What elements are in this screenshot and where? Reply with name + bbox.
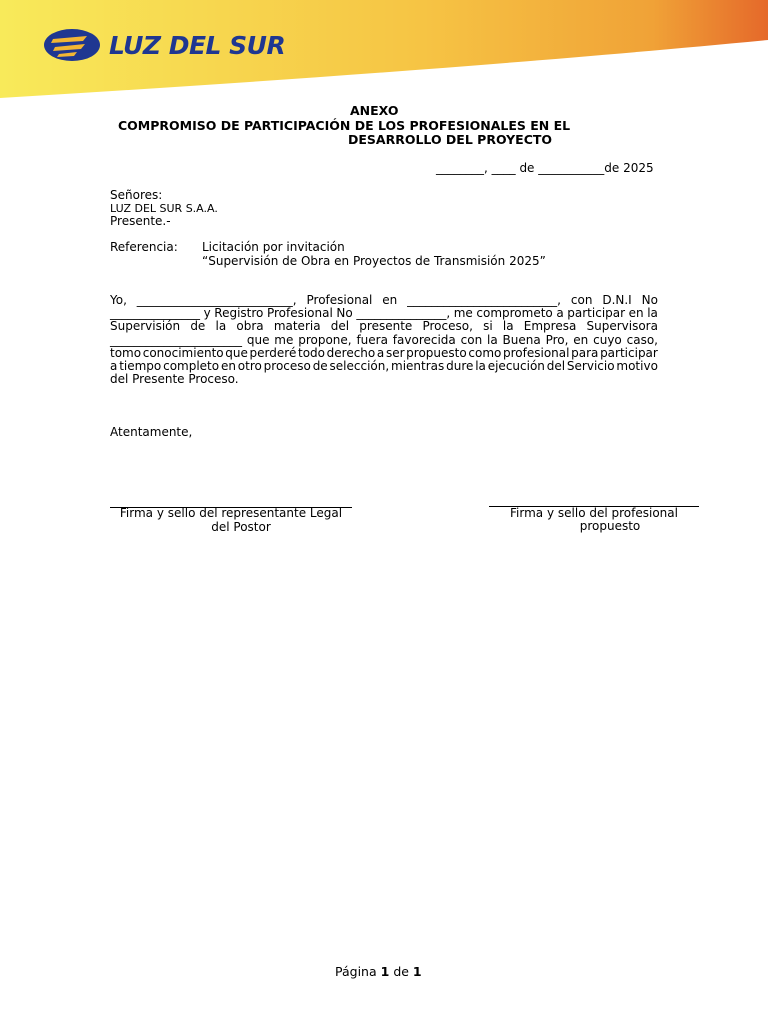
signature-profesional-label2: propuesto	[579, 519, 641, 533]
paragraph-word: en	[628, 306, 644, 321]
paragraph-word: selección,	[329, 359, 390, 374]
paragraph-word: completo	[163, 359, 220, 374]
signature-postor-label2: del Postor	[211, 520, 271, 534]
page-current: 1	[380, 964, 390, 979]
date-line: ________, ____ de ___________de 2025	[436, 161, 654, 175]
signature-profesional-label1: Firma y sello del profesional	[510, 506, 678, 520]
paragraph-word: Buena	[502, 332, 541, 347]
paragraph-word: del	[330, 319, 350, 334]
paragraph-word: _________________________,	[407, 293, 561, 307]
paragraph-word: _______________	[110, 306, 200, 321]
paragraph-word: que	[225, 345, 248, 360]
paragraph-word: de	[190, 319, 206, 334]
annex-label: ANEXO	[350, 103, 399, 118]
page-sep: de	[393, 964, 409, 979]
paragraph-word: Pro,	[545, 332, 569, 347]
paragraph-word: y	[203, 306, 211, 321]
paragraph-word: fuera	[356, 332, 388, 347]
paragraph-word: conocimiento	[142, 345, 224, 360]
paragraph-word: Empresa	[523, 319, 577, 334]
paragraph-word: dure	[446, 359, 474, 374]
paragraph-word: del	[546, 359, 566, 374]
paragraph-word: tiempo	[119, 359, 162, 374]
paragraph-word: con	[570, 293, 593, 307]
paragraph-word: caso,	[626, 332, 658, 347]
paragraph-word: a	[556, 306, 564, 321]
paragraph-word: Profesional	[306, 293, 373, 307]
paragraph-word: la	[475, 359, 486, 374]
doc-title-line1: COMPROMISO DE PARTICIPACIÓN DE LOS PROFESIONALES EN EL	[118, 118, 571, 133]
reference-label: Referencia:	[110, 240, 178, 254]
paragraph-word: me	[453, 306, 473, 321]
paragraph-word: proceso	[263, 359, 311, 374]
paragraph-word: __________________________,	[136, 293, 297, 307]
reference-line1: Licitación por invitación	[202, 240, 345, 254]
brand-logo	[43, 25, 285, 65]
paragraph-word: si	[483, 319, 493, 334]
page-total: 1	[412, 964, 422, 979]
paragraph-word: participar	[600, 345, 658, 360]
paragraph-word: favorecida	[392, 332, 456, 347]
paragraph-line	[110, 373, 658, 386]
paragraph-line	[110, 320, 658, 333]
paragraph-word: otro	[237, 359, 262, 374]
paragraph-word: Supervisión	[110, 319, 181, 334]
paragraph-word: derecho	[326, 345, 376, 360]
paragraph-word: Proceso,	[422, 319, 473, 334]
paragraph-word: Yo,	[110, 293, 127, 307]
brand-name: LUZ DEL SUR	[109, 30, 286, 60]
paragraph-word: para	[571, 345, 599, 360]
paragraph-word: ejecución	[487, 359, 545, 374]
paragraph-word: a	[110, 359, 118, 374]
paragraph-word: la	[502, 319, 514, 334]
paragraph-word: como	[468, 345, 502, 360]
paragraph-word: a	[376, 345, 385, 360]
salutation: Señores:	[110, 188, 163, 202]
paragraph-word: No	[641, 293, 658, 307]
page-number	[335, 965, 422, 978]
paragraph-word: cuyo	[593, 332, 622, 347]
doc-title-line2: DESARROLLO DEL PROYECTO	[348, 132, 553, 147]
paragraph-word: Profesional	[266, 306, 333, 321]
paragraph-word: en	[382, 293, 398, 307]
paragraph-word: motivo	[616, 359, 658, 374]
reference-line2: “Supervisión de Obra en Proyectos de Transmisión 2025”	[202, 254, 546, 268]
brand-logo-icon	[43, 28, 101, 62]
recipient-company: LUZ DEL SUR S.A.A.	[110, 202, 218, 215]
paragraph-word: Registro	[214, 306, 264, 321]
paragraph-word: obra	[236, 319, 264, 334]
commitment-paragraph	[110, 294, 658, 386]
paragraph-word: ser	[385, 345, 405, 360]
paragraph-word: todo	[297, 345, 325, 360]
paragraph-word: en	[220, 359, 236, 374]
presente: Presente.-	[110, 214, 171, 228]
paragraph-word: comprometo	[476, 306, 553, 321]
paragraph-word: la	[487, 332, 498, 347]
paragraph-word: materia	[273, 319, 321, 334]
paragraph-word: participar	[567, 306, 626, 321]
paragraph-word: Supervisora	[586, 319, 658, 334]
paragraph-word: de	[312, 359, 328, 374]
paragraph-word: con	[460, 332, 483, 347]
signature-postor-label1: Firma y sello del representante Legal	[119, 506, 343, 520]
paragraph-last-line: del Presente Proceso.	[110, 372, 239, 387]
paragraph-word: en	[573, 332, 589, 347]
page-prefix: Página	[335, 964, 377, 979]
paragraph-word: que	[246, 332, 270, 347]
paragraph-word: _______________,	[356, 306, 451, 321]
paragraph-word: perderé	[249, 345, 297, 360]
paragraph-word: propuesto	[406, 345, 467, 360]
paragraph-word: presente	[359, 319, 413, 334]
paragraph-word: profesional	[503, 345, 570, 360]
paragraph-line	[110, 334, 658, 347]
paragraph-word: la	[647, 306, 658, 321]
paragraph-word: mientras	[391, 359, 445, 374]
paragraph-word: la	[215, 319, 227, 334]
paragraph-word: me	[274, 332, 294, 347]
paragraph-word: propone,	[298, 332, 352, 347]
paragraph-word: tomo	[110, 345, 142, 360]
paragraph-word: Servicio	[566, 359, 615, 374]
paragraph-word: No	[336, 306, 353, 321]
closing: Atentamente,	[110, 425, 193, 439]
paragraph-word: D.N.I	[602, 293, 632, 307]
paragraph-word: ______________________	[110, 332, 242, 347]
